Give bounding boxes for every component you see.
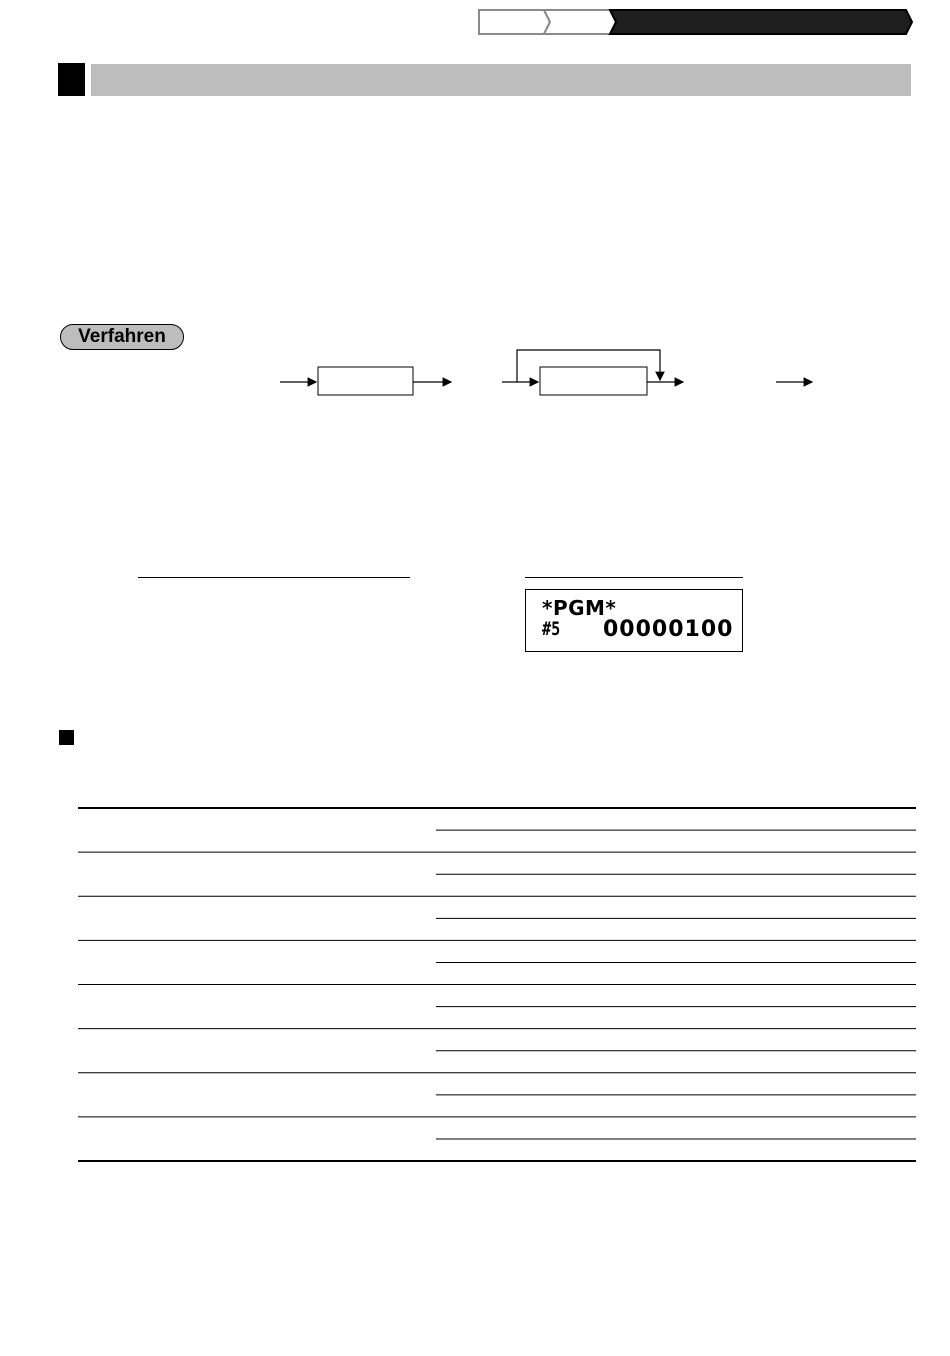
section-marker	[58, 63, 85, 96]
settings-table	[78, 806, 916, 1164]
display-item-number: #5	[542, 618, 561, 640]
display-panel	[525, 589, 743, 652]
subsection-marker	[59, 730, 74, 745]
display-value: 00000100	[603, 617, 734, 642]
example-heading-rule-right	[525, 577, 743, 578]
example-heading-rule-left	[138, 577, 410, 578]
section-header-bar	[91, 64, 911, 96]
progress-step-3-active	[610, 10, 912, 34]
progress-step-1	[479, 10, 550, 34]
display-mode-text: *PGM*	[542, 596, 617, 620]
procedure-label: Verfahren	[60, 324, 184, 350]
flow-key-box-2	[540, 367, 647, 395]
progress-step-2	[544, 10, 616, 34]
procedure-flow-diagram	[270, 340, 830, 410]
flow-key-box-1	[318, 367, 413, 395]
progress-tabs	[478, 8, 914, 36]
